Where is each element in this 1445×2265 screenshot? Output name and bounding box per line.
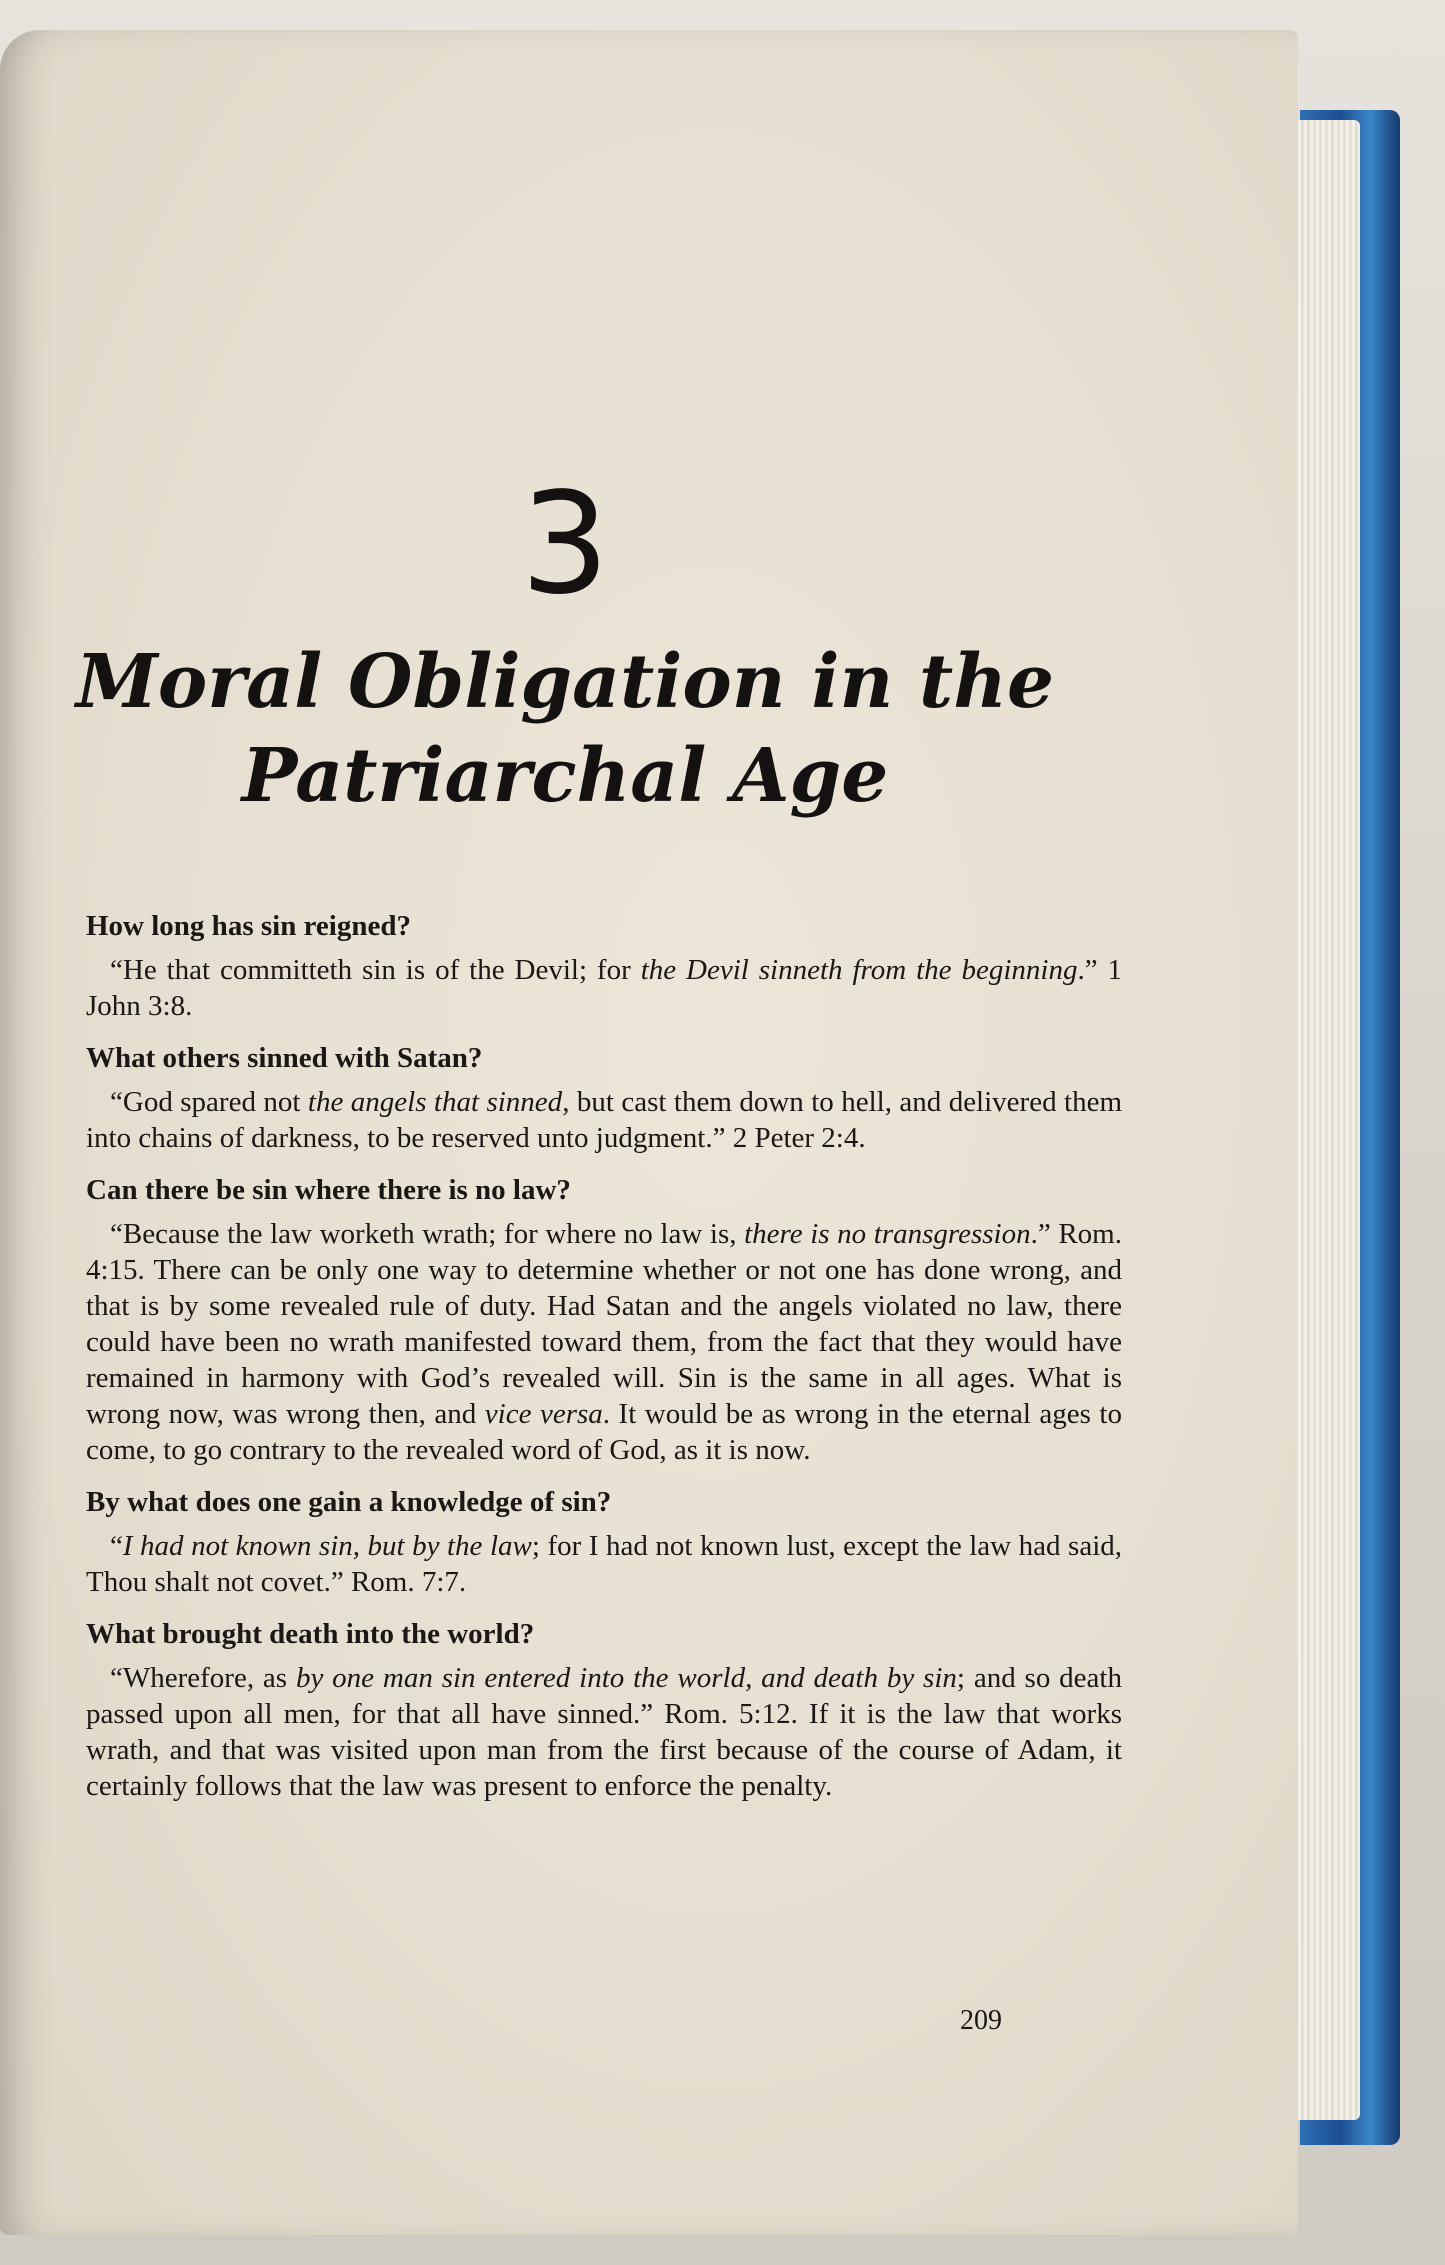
- page-number: 209: [960, 2005, 1002, 2036]
- question: How long has sin reigned?: [86, 910, 411, 942]
- answer: “Wherefore, as by one man sin entered into the world, and death by sin; and so death passed upon all men, for that all have sinned.” Rom. 5:12. If it is the law that works wrath, and that was visited upon man from the first because of the course of Adam, it certainly follows that the law was present to enforce the penalty.: [86, 1662, 1122, 1802]
- qa-block-2: [86, 1040, 1122, 1156]
- qa-block-3: [86, 1172, 1122, 1468]
- chapter-title-line-2: Patriarchal Age: [241, 733, 889, 819]
- question: Can there be sin where there is no law?: [86, 1174, 571, 1206]
- question: By what does one gain a knowledge of sin?: [86, 1486, 612, 1518]
- qa-block-4: [86, 1484, 1122, 1600]
- answer: “He that committeth sin is of the Devil; for the Devil sinneth from the beginning.” 1 John 3:8.: [86, 954, 1123, 1022]
- page-content: [86, 908, 1122, 1820]
- chapter-title-line-1: Moral Obligation in the: [75, 639, 1055, 725]
- answer: “God spared not the angels that sinned, but cast them down to hell, and delivered them into chains of darkness, to be reserved unto judgment.” 2 Peter 2:4.: [86, 1086, 1123, 1154]
- chapter-number: 3: [520, 463, 610, 626]
- question: What others sinned with Satan?: [86, 1042, 483, 1074]
- chapter-title: [0, 635, 1130, 823]
- answer: “I had not known sin, but by the law; for I had not known lust, except the law had said, Thou shalt not covet.” Rom. 7:7.: [86, 1530, 1122, 1598]
- answer: “Because the law worketh wrath; for where no law is, there is no transgression.” Rom. 4:15. There can be only one way to determine whether or not one has done wrong, and that is by some revealed rule of duty. Had Satan and the angels violated no law, there could have been no wrath manifested toward them, from the fact that they would have remained in harmony with God’s revealed will. Sin is the same in all ages. What is wrong now, was wrong then, and vice versa. It would be as wrong in the eternal ages to come, to go contrary to the revealed word of God, as it is now.: [86, 1218, 1122, 1466]
- question: What brought death into the world?: [86, 1618, 535, 1650]
- book-page: [0, 30, 1298, 2235]
- qa-block-5: [86, 1616, 1122, 1804]
- qa-block-1: [86, 908, 1122, 1024]
